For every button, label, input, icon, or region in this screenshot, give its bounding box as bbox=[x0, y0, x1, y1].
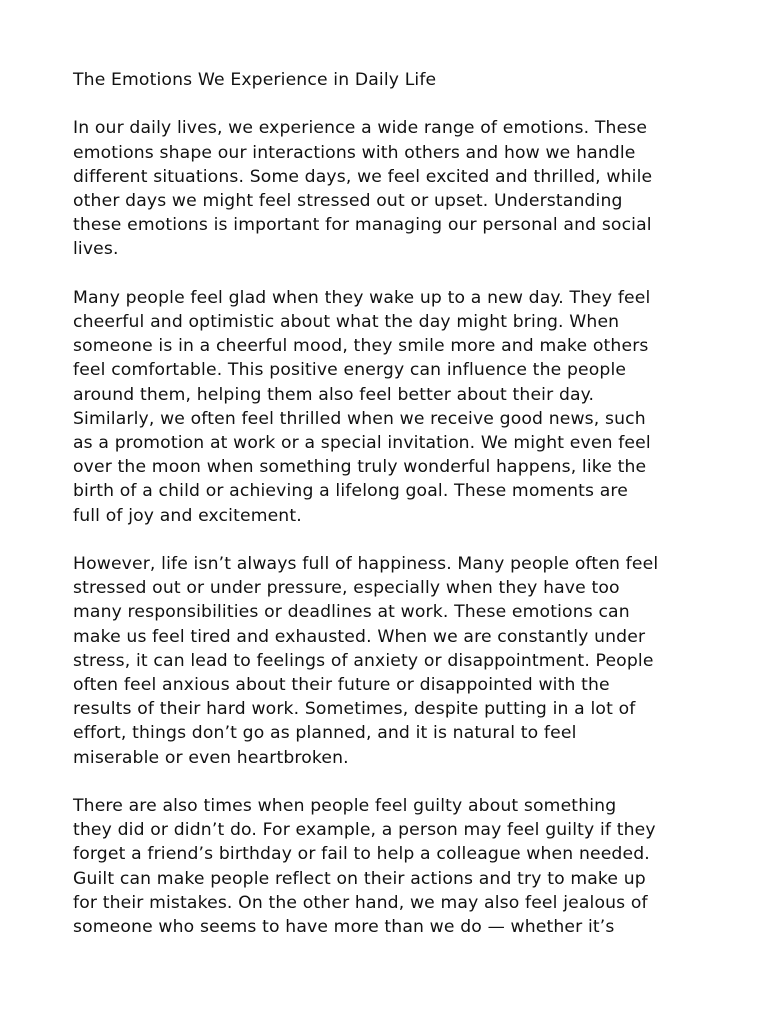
paragraph-line: In our daily lives, we experience a wide range of emotions. These bbox=[73, 118, 648, 139]
paragraph-line: over the moon when something truly wonderful happens, like the bbox=[73, 457, 647, 478]
document-title: The Emotions We Experience in Daily Life bbox=[73, 70, 437, 90]
paragraph-line: lives. bbox=[73, 239, 119, 260]
paragraph-line: miserable or even heartbroken. bbox=[73, 747, 349, 768]
paragraph-line: Similarly, we often feel thrilled when we receive good news, such bbox=[73, 408, 646, 429]
paragraph-line: other days we might feel stressed out or upset. Understanding bbox=[73, 191, 623, 211]
paragraph-line: often feel anxious about their future or disappointed with the bbox=[73, 675, 610, 696]
paragraph-line: many responsibilities or deadlines at work. These emotions can bbox=[73, 602, 630, 623]
paragraph-line: they did or didn’t do. For example, a person may feel guilty if they bbox=[73, 820, 656, 841]
paragraph-line: someone who seems to have more than we do — whether it’s bbox=[73, 917, 615, 938]
paragraph-line: Guilt can make people reflect on their actions and try to make up bbox=[73, 868, 646, 889]
paragraph-line: around them, helping them also feel better about their day. bbox=[73, 384, 595, 405]
paragraph-line: There are also times when people feel guilty about something bbox=[73, 796, 617, 817]
paragraph-line: forget a friend’s birthday or fail to help a colleague when needed. bbox=[73, 844, 650, 865]
paragraph-line: emotions shape our interactions with others and how we handle bbox=[73, 142, 636, 163]
paragraph-line: different situations. Some days, we feel excited and thrilled, while bbox=[73, 166, 653, 187]
paragraph-2 bbox=[73, 286, 713, 528]
paragraph-line: someone is in a cheerful mood, they smile more and make others bbox=[73, 336, 649, 357]
paragraph-line: make us feel tired and exhausted. When we are constantly under bbox=[73, 626, 646, 647]
paragraph-line: feel comfortable. This positive energy can influence the people bbox=[73, 360, 627, 381]
paragraph-line: However, life isn’t always full of happiness. Many people often feel bbox=[73, 554, 659, 575]
paragraph-line: cheerful and optimistic about what the day might bring. When bbox=[73, 312, 620, 332]
paragraph-4 bbox=[73, 794, 713, 939]
paragraph-line: Many people feel glad when they wake up to a new day. They feel bbox=[73, 287, 651, 308]
paragraph-line: as a promotion at work or a special invitation. We might even feel bbox=[73, 433, 651, 454]
paragraph-line: stress, it can lead to feelings of anxiety or disappointment. People bbox=[73, 650, 654, 671]
document-page bbox=[73, 68, 713, 963]
paragraph-line: these emotions is important for managing our personal and social bbox=[73, 215, 652, 236]
paragraph-line: for their mistakes. On the other hand, we may also feel jealous of bbox=[73, 892, 648, 913]
paragraph-3 bbox=[73, 552, 713, 770]
paragraph-line: birth of a child or achieving a lifelong goal. These moments are bbox=[73, 481, 628, 502]
paragraph-line: full of joy and excitement. bbox=[73, 505, 302, 526]
paragraph-line: effort, things don’t go as planned, and it is natural to feel bbox=[73, 723, 577, 744]
paragraph-1 bbox=[73, 116, 713, 261]
paragraph-line: stressed out or under pressure, especially when they have too bbox=[73, 578, 620, 599]
document-body bbox=[73, 116, 713, 939]
paragraph-line: results of their hard work. Sometimes, despite putting in a lot of bbox=[73, 699, 636, 720]
